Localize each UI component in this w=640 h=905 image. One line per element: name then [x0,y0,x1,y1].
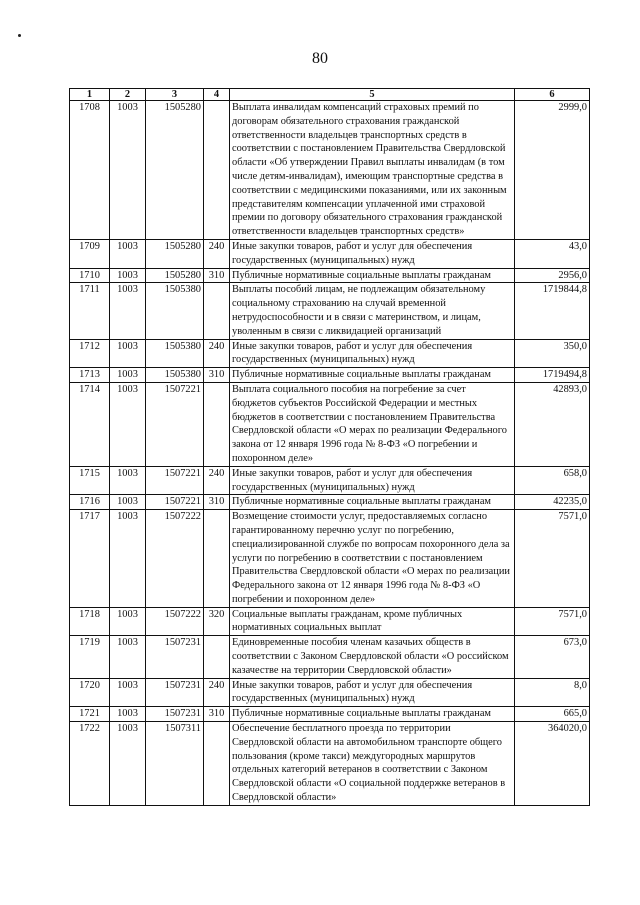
row-amount: 1719494,8 [515,368,590,383]
target-article-code: 1505380 [146,368,204,383]
section-code: 1003 [110,636,146,678]
expense-type-code [204,283,230,339]
row-amount: 42893,0 [515,382,590,466]
section-code: 1003 [110,510,146,608]
section-code: 1003 [110,339,146,368]
section-code: 1003 [110,239,146,268]
section-code: 1003 [110,368,146,383]
expense-type-code [204,636,230,678]
table-row [70,382,590,466]
header-cell: 1 [70,89,110,101]
target-article-code: 1507221 [146,382,204,466]
header-cell: 6 [515,89,590,101]
row-number: 1717 [70,510,110,608]
row-description: Единовременные пособия членам казачьих обществ в соответствии с Законом Свердловской области «О российском казачестве на территории Свердловской области» [230,636,515,678]
expense-type-code: 310 [204,495,230,510]
expense-type-code [204,510,230,608]
header-cell: 4 [204,89,230,101]
row-amount: 658,0 [515,466,590,495]
row-amount: 665,0 [515,707,590,722]
expense-type-code: 240 [204,466,230,495]
section-code: 1003 [110,101,146,240]
section-code: 1003 [110,283,146,339]
section-code: 1003 [110,495,146,510]
row-description: Обеспечение бесплатного проезда по территории Свердловской области на автомобильном транспорте общего пользования (кроме такси) междугородных маршрутов отдельных категорий ветеранов в соответствии с Законом Свердловской области «О социальной поддержке ветеранов в Свердловской области» [230,722,515,806]
row-number: 1714 [70,382,110,466]
expense-type-code [204,722,230,806]
expense-type-code: 240 [204,339,230,368]
header-cell: 3 [146,89,204,101]
section-code: 1003 [110,382,146,466]
row-amount: 7571,0 [515,607,590,636]
section-code: 1003 [110,722,146,806]
row-amount: 43,0 [515,239,590,268]
table-row [70,495,590,510]
target-article-code: 1507221 [146,466,204,495]
expense-type-code: 310 [204,368,230,383]
expense-type-code: 240 [204,239,230,268]
target-article-code: 1507231 [146,678,204,707]
row-description: Публичные нормативные социальные выплаты гражданам [230,368,515,383]
row-description: Иные закупки товаров, работ и услуг для обеспечения государственных (муниципальных) нужд [230,339,515,368]
row-description: Публичные нормативные социальные выплаты гражданам [230,495,515,510]
table-row [70,239,590,268]
expense-type-code [204,101,230,240]
row-number: 1720 [70,678,110,707]
target-article-code: 1507231 [146,636,204,678]
row-description: Возмещение стоимости услуг, предоставляемых согласно гарантированному перечню услуг по погребению, специализированной службе по вопросам похоронного дела за услуги по погребению в соответствии с постановлением Правительства Свердловской области «О мерах по реализации Федерального закона от 12 января 1996 года № 8-ФЗ «О погребении и похоронном деле» [230,510,515,608]
table-row [70,101,590,240]
row-number: 1711 [70,283,110,339]
expense-type-code: 310 [204,707,230,722]
row-number: 1716 [70,495,110,510]
budget-table [69,88,590,806]
table-row [70,607,590,636]
section-code: 1003 [110,607,146,636]
table-row [70,339,590,368]
table-row [70,722,590,806]
row-description: Выплаты пособий лицам, не подлежащим обязательному социальному страхованию на случай временной нетрудоспособности и в связи с материнством, и лицам, уволенным в связи с ликвидацией организаций [230,283,515,339]
row-number: 1722 [70,722,110,806]
header-cell: 2 [110,89,146,101]
row-amount: 364020,0 [515,722,590,806]
row-description: Выплата социального пособия на погребение за счет бюджетов субъектов Российской Федерации и местных бюджетов в соответствии с постановлением Правительства Свердловской области «О мерах по реализации Федерального закона от 12 января 1996 года № 8-ФЗ «О погребении и похоронном деле» [230,382,515,466]
target-article-code: 1507231 [146,707,204,722]
table-row [70,678,590,707]
row-amount: 8,0 [515,678,590,707]
expense-type-code: 240 [204,678,230,707]
target-article-code: 1505280 [146,239,204,268]
target-article-code: 1507311 [146,722,204,806]
target-article-code: 1505380 [146,283,204,339]
table-row [70,707,590,722]
target-article-code: 1505280 [146,101,204,240]
row-number: 1713 [70,368,110,383]
section-code: 1003 [110,466,146,495]
table-header-row [70,89,590,101]
row-description: Выплата инвалидам компенсаций страховых премий по договорам обязательного страхования гражданской ответственности владельцев транспортных средств в соответствии с постановлением Правительства Свердловской области «Об утверждении Правил выплаты инвалидам (в том числе детям-инвалидам), имеющим транспортные средства в соответствии с медицинскими показаниями, или их законным представителям компенсации уплаченной ими страховой премии по договору обязательного страхования гражданской ответственности владельцев транспортных средств» [230,101,515,240]
table-row [70,283,590,339]
row-amount: 2956,0 [515,268,590,283]
target-article-code: 1507222 [146,607,204,636]
row-amount: 2999,0 [515,101,590,240]
section-code: 1003 [110,268,146,283]
row-number: 1715 [70,466,110,495]
row-number: 1709 [70,239,110,268]
row-description: Публичные нормативные социальные выплаты гражданам [230,707,515,722]
table-row [70,636,590,678]
expense-type-code [204,382,230,466]
row-number: 1712 [70,339,110,368]
page-number: 80 [312,50,328,67]
table-body [70,101,590,806]
target-article-code: 1507221 [146,495,204,510]
table-row [70,510,590,608]
target-article-code: 1505380 [146,339,204,368]
target-article-code: 1507222 [146,510,204,608]
expense-type-code: 320 [204,607,230,636]
table-row [70,368,590,383]
row-description: Социальные выплаты гражданам, кроме публичных нормативных социальных выплат [230,607,515,636]
target-article-code: 1505280 [146,268,204,283]
row-description: Иные закупки товаров, работ и услуг для обеспечения государственных (муниципальных) нужд [230,678,515,707]
section-code: 1003 [110,707,146,722]
section-code: 1003 [110,678,146,707]
row-number: 1710 [70,268,110,283]
row-amount: 42235,0 [515,495,590,510]
row-number: 1719 [70,636,110,678]
expense-type-code: 310 [204,268,230,283]
row-description: Публичные нормативные социальные выплаты гражданам [230,268,515,283]
row-amount: 1719844,8 [515,283,590,339]
row-amount: 7571,0 [515,510,590,608]
row-number: 1718 [70,607,110,636]
row-description: Иные закупки товаров, работ и услуг для обеспечения государственных (муниципальных) нужд [230,466,515,495]
row-amount: 350,0 [515,339,590,368]
row-amount: 673,0 [515,636,590,678]
table-row [70,466,590,495]
row-description: Иные закупки товаров, работ и услуг для обеспечения государственных (муниципальных) нужд [230,239,515,268]
header-cell: 5 [230,89,515,101]
row-number: 1721 [70,707,110,722]
scan-dot [18,34,21,37]
table-row [70,268,590,283]
row-number: 1708 [70,101,110,240]
